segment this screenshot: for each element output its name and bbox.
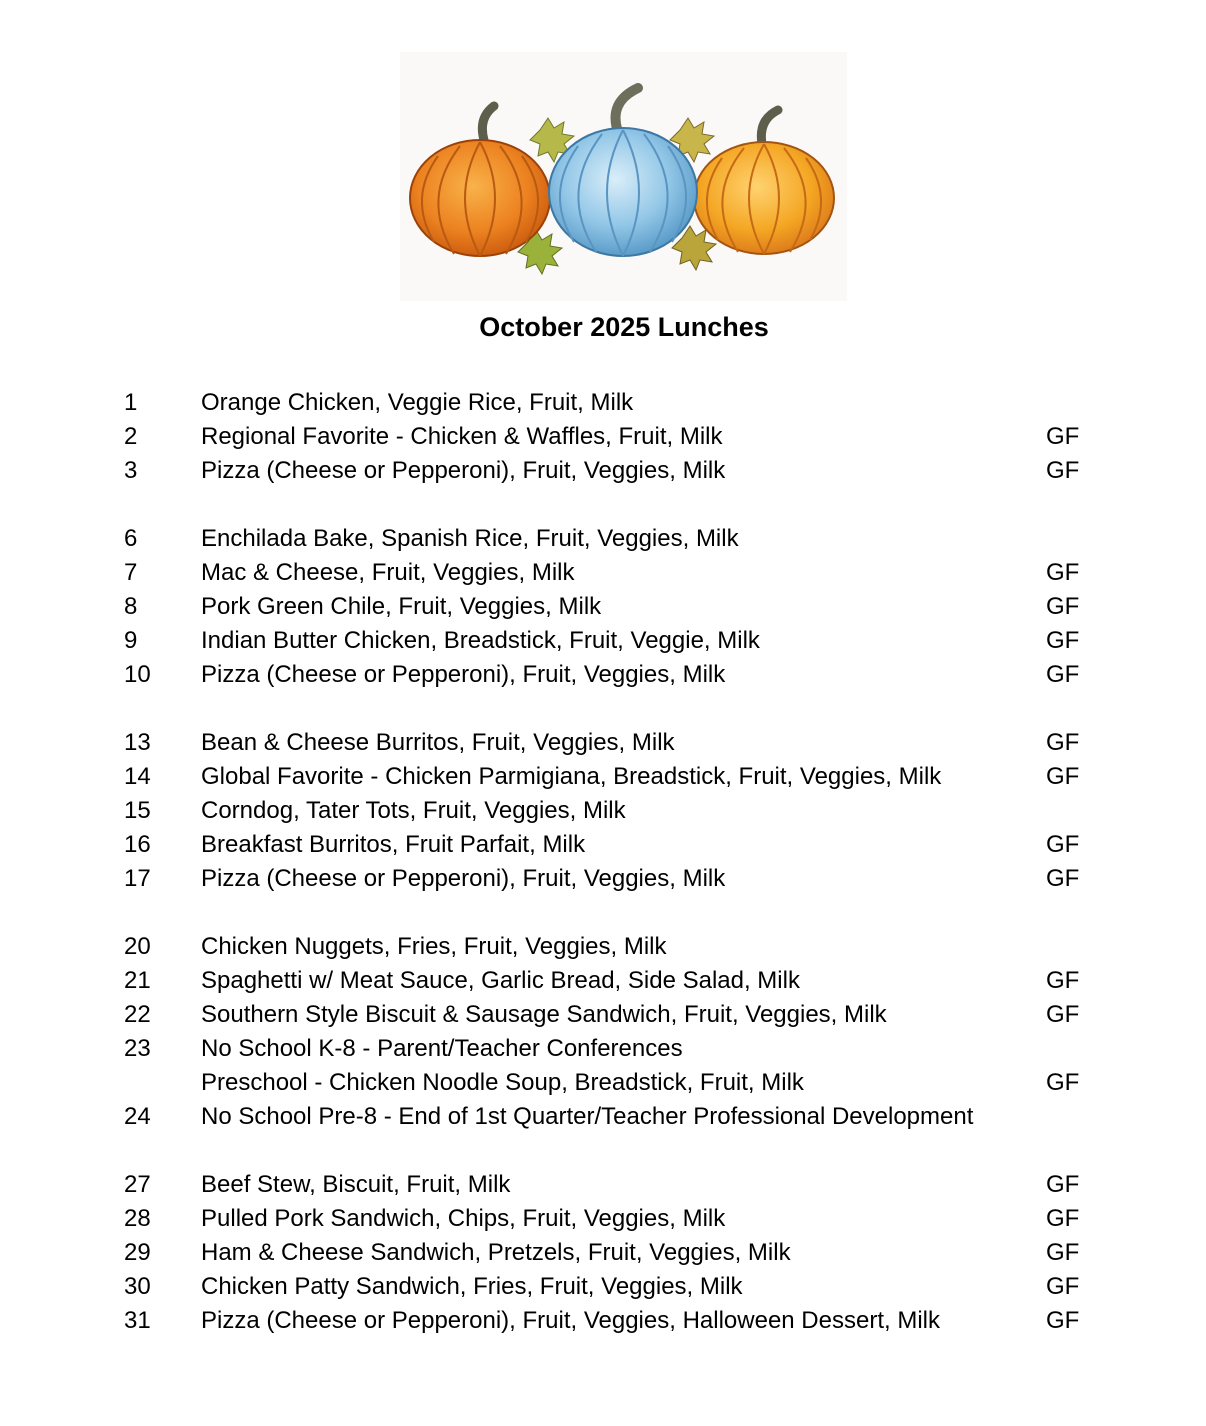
menu-row xyxy=(0,726,1206,760)
menu-meal: Breakfast Burritos, Fruit Parfait, Milk xyxy=(201,831,586,858)
gluten-free-label: GF xyxy=(1046,1069,1080,1096)
menu-meal: Preschool - Chicken Noodle Soup, Breadstick, Fruit, Milk xyxy=(201,1069,804,1096)
menu-day: 28 xyxy=(124,1205,151,1232)
menu-day: 6 xyxy=(124,525,138,552)
menu-row xyxy=(0,1304,1206,1338)
menu-day: 16 xyxy=(124,831,151,858)
blue-pumpkin-icon xyxy=(549,88,697,256)
menu-meal: Corndog, Tater Tots, Fruit, Veggies, Milk xyxy=(201,797,626,824)
menu-row xyxy=(0,1270,1206,1304)
gluten-free-label: GF xyxy=(1046,729,1080,756)
menu-meal: Pizza (Cheese or Pepperoni), Fruit, Veggies, Milk xyxy=(201,865,726,892)
menu-day: 29 xyxy=(124,1239,151,1266)
menu-meal: Bean & Cheese Burritos, Fruit, Veggies, Milk xyxy=(201,729,675,756)
gluten-free-label: GF xyxy=(1046,559,1080,586)
menu-row xyxy=(0,1236,1206,1270)
menu-day: 24 xyxy=(124,1103,151,1130)
lunch-menu-list xyxy=(0,386,1206,1338)
menu-meal: Global Favorite - Chicken Parmigiana, Breadstick, Fruit, Veggies, Milk xyxy=(201,763,942,790)
menu-meal: Regional Favorite - Chicken & Waffles, Fruit, Milk xyxy=(201,423,723,450)
gluten-free-label: GF xyxy=(1046,1239,1080,1266)
menu-row xyxy=(0,862,1206,896)
gluten-free-label: GF xyxy=(1046,627,1080,654)
gluten-free-label: GF xyxy=(1046,1171,1080,1198)
menu-meal: Pulled Pork Sandwich, Chips, Fruit, Veggies, Milk xyxy=(201,1205,726,1232)
menu-row xyxy=(0,386,1206,420)
menu-day: 22 xyxy=(124,1001,151,1028)
menu-row xyxy=(0,624,1206,658)
menu-row xyxy=(0,828,1206,862)
gluten-free-label: GF xyxy=(1046,1307,1080,1334)
menu-meal: Pizza (Cheese or Pepperoni), Fruit, Veggies, Milk xyxy=(201,661,726,688)
menu-meal: Pork Green Chile, Fruit, Veggies, Milk xyxy=(201,593,602,620)
menu-row xyxy=(0,930,1206,964)
menu-meal: No School Pre-8 - End of 1st Quarter/Teacher Professional Development xyxy=(201,1103,974,1130)
menu-day: 9 xyxy=(124,627,138,654)
gluten-free-label: GF xyxy=(1046,1273,1080,1300)
menu-day: 15 xyxy=(124,797,151,824)
menu-row xyxy=(0,658,1206,692)
gluten-free-label: GF xyxy=(1046,1001,1080,1028)
menu-meal: No School K-8 - Parent/Teacher Conferences xyxy=(201,1035,683,1062)
menu-day: 8 xyxy=(124,593,138,620)
gluten-free-label: GF xyxy=(1046,593,1080,620)
menu-meal: Spaghetti w/ Meat Sauce, Garlic Bread, Side Salad, Milk xyxy=(201,967,800,994)
menu-day: 1 xyxy=(124,389,138,416)
gluten-free-label: GF xyxy=(1046,1205,1080,1232)
pumpkins-illustration xyxy=(400,52,847,301)
menu-meal: Southern Style Biscuit & Sausage Sandwich, Fruit, Veggies, Milk xyxy=(201,1001,887,1028)
menu-day: 2 xyxy=(124,423,138,450)
menu-row xyxy=(0,964,1206,998)
menu-day: 20 xyxy=(124,933,151,960)
gluten-free-label: GF xyxy=(1046,661,1080,688)
gluten-free-label: GF xyxy=(1046,457,1080,484)
menu-day: 17 xyxy=(124,865,151,892)
gluten-free-label: GF xyxy=(1046,763,1080,790)
menu-meal: Beef Stew, Biscuit, Fruit, Milk xyxy=(201,1171,511,1198)
menu-row xyxy=(0,1066,1206,1100)
menu-meal: Pizza (Cheese or Pepperoni), Fruit, Veggies, Milk xyxy=(201,457,726,484)
menu-row xyxy=(0,794,1206,828)
menu-row xyxy=(0,454,1206,488)
menu-day: 10 xyxy=(124,661,151,688)
menu-meal: Ham & Cheese Sandwich, Pretzels, Fruit, Veggies, Milk xyxy=(201,1239,791,1266)
pumpkins-icon xyxy=(400,52,847,301)
menu-day: 14 xyxy=(124,763,151,790)
menu-row xyxy=(0,522,1206,556)
menu-meal: Mac & Cheese, Fruit, Veggies, Milk xyxy=(201,559,575,586)
gluten-free-label: GF xyxy=(1046,865,1080,892)
orange-pumpkin-icon xyxy=(410,106,550,256)
gluten-free-label: GF xyxy=(1046,423,1080,450)
menu-row xyxy=(0,1168,1206,1202)
menu-day: 21 xyxy=(124,967,151,994)
menu-day: 23 xyxy=(124,1035,151,1062)
menu-row xyxy=(0,1100,1206,1134)
menu-day: 31 xyxy=(124,1307,151,1334)
menu-row xyxy=(0,1032,1206,1066)
menu-meal: Indian Butter Chicken, Breadstick, Fruit, Veggie, Milk xyxy=(201,627,760,654)
menu-meal: Chicken Patty Sandwich, Fries, Fruit, Veggies, Milk xyxy=(201,1273,743,1300)
gluten-free-label: GF xyxy=(1046,967,1080,994)
menu-day: 3 xyxy=(124,457,138,484)
menu-row xyxy=(0,590,1206,624)
menu-row xyxy=(0,998,1206,1032)
menu-row xyxy=(0,556,1206,590)
menu-day: 13 xyxy=(124,729,151,756)
page-title: October 2025 Lunches xyxy=(479,312,769,342)
menu-meal: Orange Chicken, Veggie Rice, Fruit, Milk xyxy=(201,389,634,416)
gluten-free-label: GF xyxy=(1046,831,1080,858)
menu-meal: Chicken Nuggets, Fries, Fruit, Veggies, Milk xyxy=(201,933,667,960)
menu-row xyxy=(0,760,1206,794)
menu-row xyxy=(0,420,1206,454)
menu-meal: Pizza (Cheese or Pepperoni), Fruit, Veggies, Halloween Dessert, Milk xyxy=(201,1307,940,1334)
menu-meal: Enchilada Bake, Spanish Rice, Fruit, Veggies, Milk xyxy=(201,525,739,552)
yellow-pumpkin-icon xyxy=(694,110,834,254)
menu-row xyxy=(0,1202,1206,1236)
menu-day: 7 xyxy=(124,559,138,586)
menu-day: 27 xyxy=(124,1171,151,1198)
menu-day: 30 xyxy=(124,1273,151,1300)
